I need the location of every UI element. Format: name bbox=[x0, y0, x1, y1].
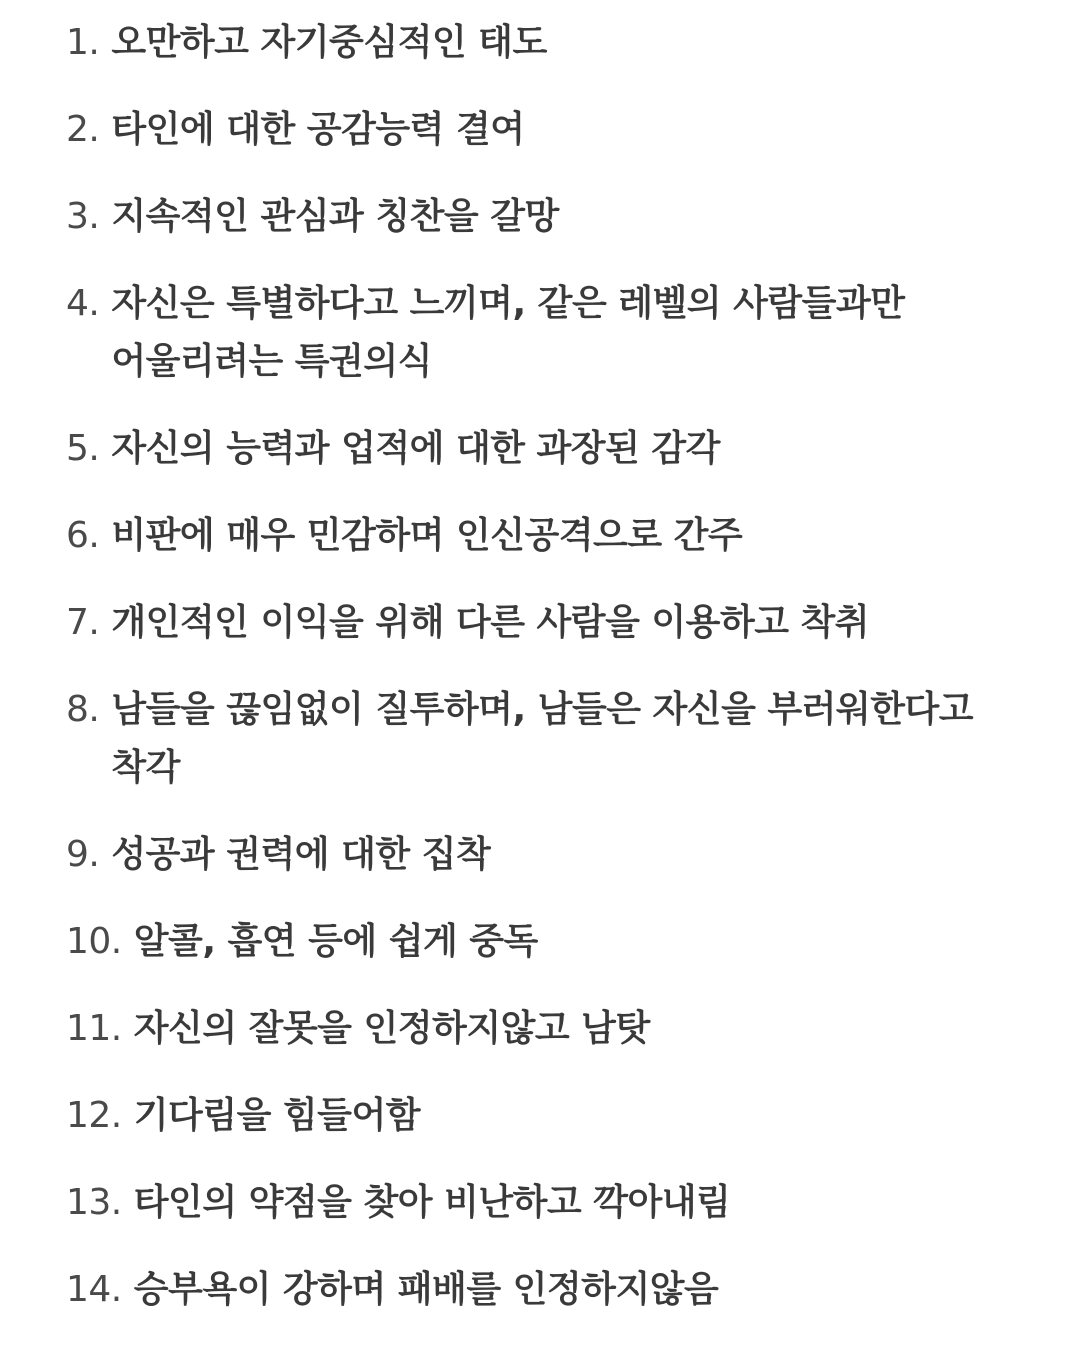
item-text: 타인의 약점을 찾아 비난하고 깍아내림 bbox=[133, 1182, 731, 1223]
list-item bbox=[66, 420, 1026, 478]
traits-list bbox=[66, 14, 1026, 1348]
list-item bbox=[66, 275, 1026, 391]
list-item bbox=[66, 188, 1026, 246]
item-text: 지속적인 관심과 칭찬을 갈망 bbox=[111, 196, 559, 237]
item-text: 자신의 능력과 업적에 대한 과장된 감각 bbox=[111, 428, 720, 469]
list-item bbox=[66, 913, 1026, 971]
list-item bbox=[66, 1261, 1026, 1319]
item-number: 6. bbox=[66, 515, 100, 556]
item-text: 자신은 특별하다고 느끼며, 같은 레벨의 사람들과만 어울리려는 특권의식 bbox=[111, 283, 905, 382]
list-item bbox=[66, 1000, 1026, 1058]
item-number: 9. bbox=[66, 834, 100, 875]
item-number: 11. bbox=[66, 1008, 122, 1049]
item-number: 10. bbox=[66, 921, 122, 962]
item-number: 3. bbox=[66, 196, 100, 237]
item-text: 승부욕이 강하며 패배를 인정하지않음 bbox=[133, 1269, 719, 1310]
item-number: 13. bbox=[66, 1182, 122, 1223]
item-text: 비판에 매우 민감하며 인신공격으로 간주 bbox=[111, 515, 743, 556]
item-number: 12. bbox=[66, 1095, 122, 1136]
list-item bbox=[66, 14, 1026, 72]
list-item bbox=[66, 1087, 1026, 1145]
list-item bbox=[66, 507, 1026, 565]
item-text: 알콜, 흡연 등에 쉽게 중독 bbox=[133, 921, 538, 962]
item-text: 남들을 끊임없이 질투하며, 남들은 자신을 부러워한다고 착각 bbox=[111, 689, 974, 788]
item-text: 오만하고 자기중심적인 태도 bbox=[111, 22, 547, 63]
item-number: 1. bbox=[66, 22, 100, 63]
item-text: 성공과 권력에 대한 집착 bbox=[111, 834, 491, 875]
item-number: 8. bbox=[66, 689, 100, 730]
list-item bbox=[66, 101, 1026, 159]
item-text: 자신의 잘못을 인정하지않고 남탓 bbox=[133, 1008, 650, 1049]
list-item bbox=[66, 826, 1026, 884]
item-number: 14. bbox=[66, 1269, 122, 1310]
item-number: 5. bbox=[66, 428, 100, 469]
item-text: 타인에 대한 공감능력 결여 bbox=[111, 109, 525, 150]
list-item bbox=[66, 1174, 1026, 1232]
item-number: 4. bbox=[66, 283, 100, 324]
item-number: 2. bbox=[66, 109, 100, 150]
item-text: 기다림을 힘들어함 bbox=[133, 1095, 421, 1136]
item-number: 7. bbox=[66, 602, 100, 643]
list-item bbox=[66, 594, 1026, 652]
item-text: 개인적인 이익을 위해 다른 사람을 이용하고 착취 bbox=[111, 602, 870, 643]
list-item bbox=[66, 681, 1026, 797]
